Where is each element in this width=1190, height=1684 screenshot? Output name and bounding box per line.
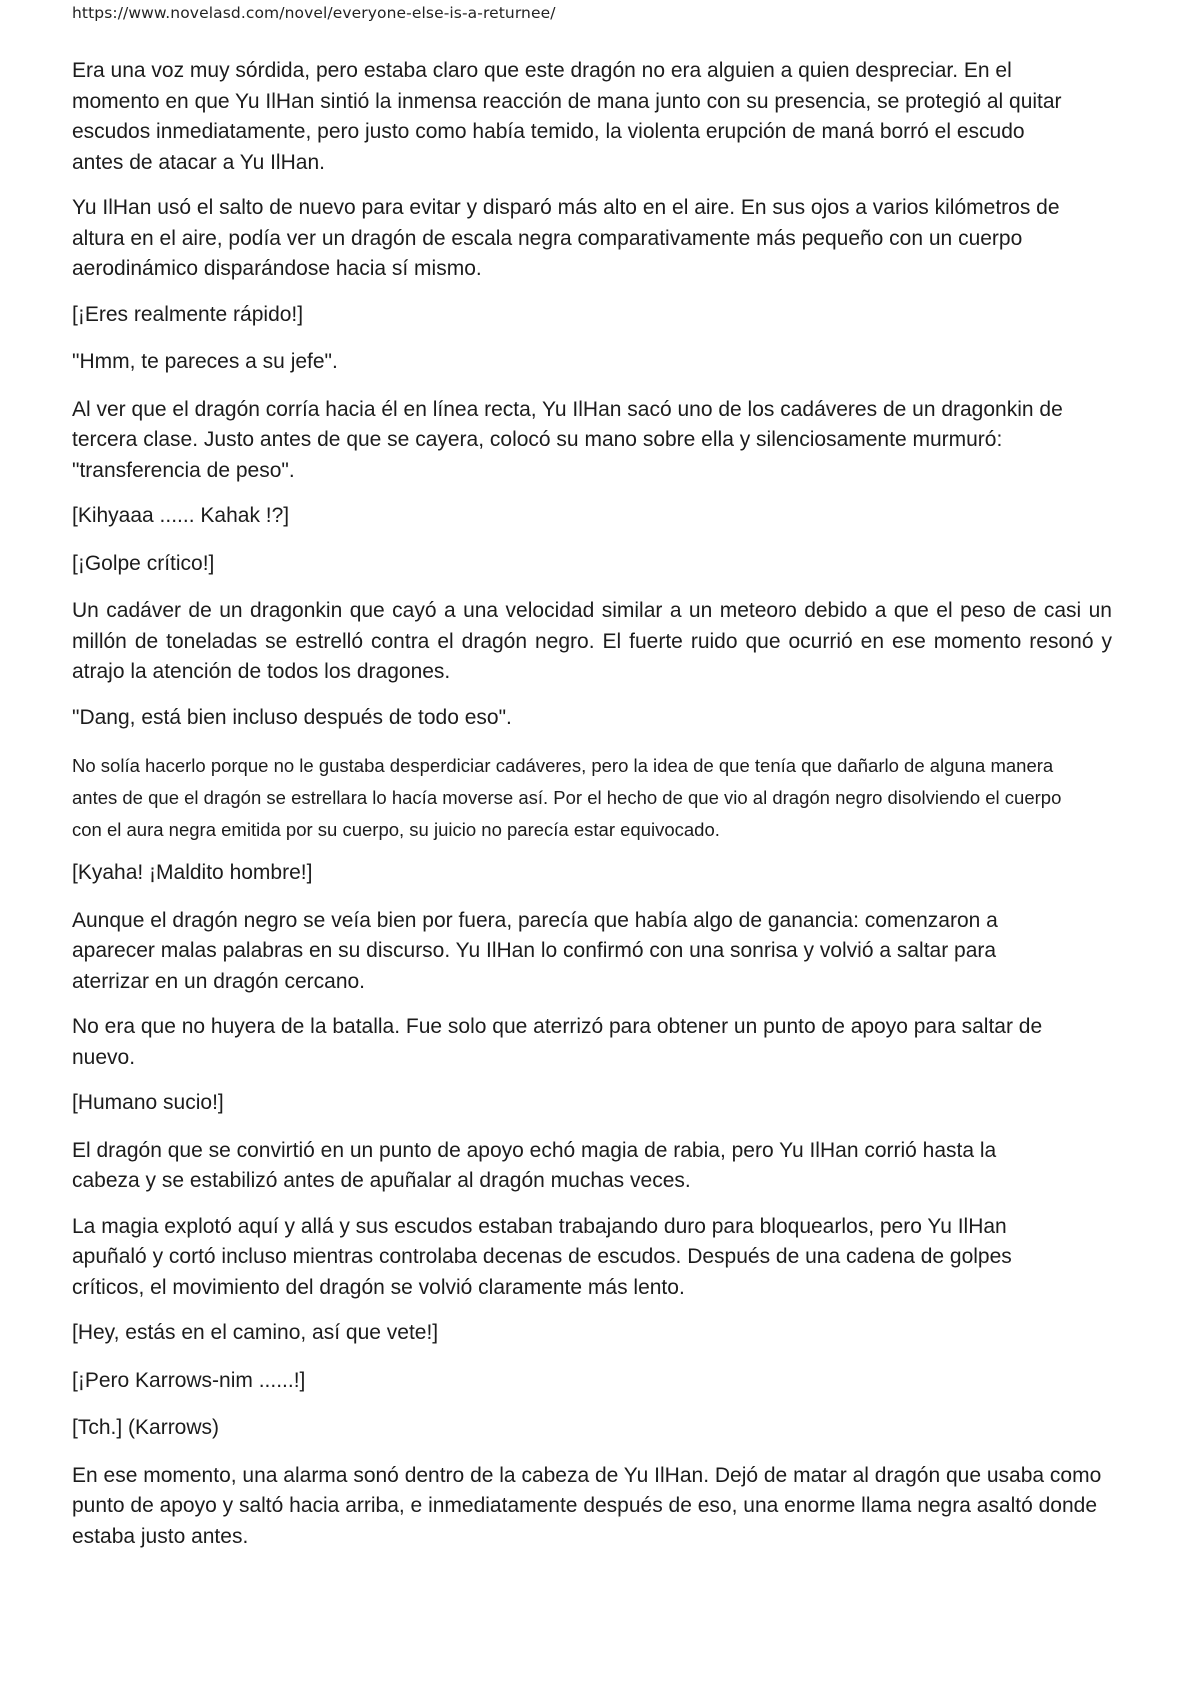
paragraph-2: Yu IlHan usó el salto de nuevo para evitar y disparó más alto en el aire. En sus ojos a varios kilómetros de altura en el aire, podía ver un dragón de escala negra comparativamente más pequeño con un cuerpo aerodinámico disparándose hacia sí mismo. — [72, 196, 1060, 280]
paragraph-15: El dragón que se convirtió en un punto de apoyo echó magia de rabia, pero Yu IlHan corrió hasta la cabeza y se estabilizó antes de apuñalar al dragón muchas veces. — [72, 1138, 997, 1192]
paragraph-3: [¡Eres realmente rápido!] — [72, 302, 304, 326]
paragraph-19: [Tch.] (Karrows) — [72, 1416, 220, 1439]
document-body — [72, 56, 1117, 1567]
paragraph-20: En ese momento, una alarma sonó dentro de la cabeza de Yu IlHan. Dejó de matar al dragón que usaba como punto de apoyo y saltó hacia arriba, e inmediatamente después de eso, una enorme llama negra asaltó donde estaba justo antes. — [72, 1463, 1102, 1548]
paragraph-12: Aunque el dragón negro se veía bien por fuera, parecía que había algo de ganancia: comenzaron a aparecer malas palabras en su discurso. Yu IlHan lo confirmó con una sonrisa y volvió a saltar para aterrizar en un dragón cercano. — [72, 908, 998, 993]
page-url: https://www.novelasd.com/novel/everyone-else-is-a-returnee/ — [72, 4, 556, 22]
paragraph-13: No era que no huyera de la batalla. Fue solo que aterrizó para obtener un punto de apoyo para saltar de nuevo. — [72, 1015, 1043, 1069]
paragraph-11: [Kyaha! ¡Maldito hombre!] — [72, 861, 313, 884]
paragraph-14: [Humano sucio!] — [72, 1091, 224, 1114]
paragraph-18: [¡Pero Karrows-nim ......!] — [72, 1368, 306, 1392]
paragraph-4: "Hmm, te pareces a su jefe". — [72, 350, 338, 373]
paragraph-16: La magia explotó aquí y allá y sus escudos estaban trabajando duro para bloquearlos, pero Yu IlHan apuñaló y cortó incluso mientras controlaba decenas de escudos. Después de una cadena de golpes críticos, el movimiento del dragón se volvió claramente más lento. — [72, 1214, 1012, 1299]
paragraph-17: [Hey, estás en el camino, así que vete!] — [72, 1321, 439, 1344]
paragraph-5: Al ver que el dragón corría hacia él en línea recta, Yu IlHan sacó uno de los cadáveres de un dragonkin de tercera clase. Justo antes de que se cayera, colocó su mano sobre ella y silenciosamente murmuró: "transferencia de peso". — [72, 397, 1063, 482]
paragraph-6: [Kihyaaa ...... Kahak !?] — [72, 504, 290, 527]
paragraph-8: Un cadáver de un dragonkin que cayó a una velocidad similar a un meteoro debido a que el peso de casi un millón de toneladas se estrelló contra el dragón negro. El fuerte ruido que ocurrió en ese momento resonó y atrajo la atención de todos los dragones. — [72, 599, 1112, 683]
paragraph-1: Era una voz muy sórdida, pero estaba claro que este dragón no era alguien a quien despreciar. En el momento en que Yu IlHan sintió la inmensa reacción de mana junto con su presencia, se protegió al quitar escudos inmediatamente, pero justo como había temido, la violenta erupción de maná borró el escudo antes de atacar a Yu IlHan. — [72, 59, 1062, 174]
paragraph-9: "Dang, está bien incluso después de todo eso". — [72, 705, 512, 729]
paragraph-7: [¡Golpe crítico!] — [72, 551, 215, 575]
paragraph-10: No solía hacerlo porque no le gustaba desperdiciar cadáveres, pero la idea de que tenía que dañarlo de alguna manera antes de que el dragón se estrellara lo hacía moverse así. Por el hecho de que vio al dragón negro disolviendo el cuerpo con el aura negra emitida por su cuerpo, su juicio no parecía estar equivocado. — [72, 755, 1062, 840]
